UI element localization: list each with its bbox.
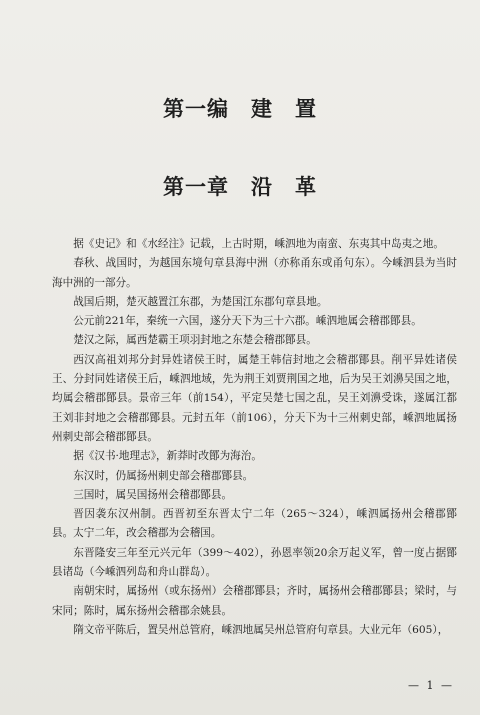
paragraph: 春秋、战国时，为越国东境句章县海中洲（亦称甬东或甬句东）。今嵊泗县为当时海中洲的一部分。 [52, 257, 457, 289]
paragraph: 公元前221年，秦统一六国，遂分天下为三十六郡。嵊泗地属会稽郡鄮县。 [73, 315, 422, 328]
page-number: — 1 — [408, 679, 454, 692]
chapter-title: 第一章 沿 革 [163, 174, 317, 199]
paragraph: 据《史记》和《水经注》记载，上古时期，嵊泗地为南蛮、东夷其中岛夷之地。 [73, 238, 444, 250]
paragraph: 晋因袭东汉州制。西晋初至东晋太宁二年（265～324），嵊泗属扬州会稽郡鄮县。太宁二年，改会稽郡为会稽国。 [52, 508, 457, 540]
paragraph: 东晋隆安三年至元兴元年（399～402），孙恩率领20余万起义军，曾一度占据鄮县诸岛（今嵊泗列岛和舟山群岛）。 [52, 546, 457, 579]
paragraph: 楚汉之际，属西楚霸王项羽封地之东楚会稽郡鄮县。 [73, 334, 317, 347]
paragraph: 南朝宋时，属扬州（或东扬州）会稽郡鄮县；齐时，属扬州会稽郡鄮县；梁时，与宋同；陈时，属东扬州会稽郡余姚县。 [52, 585, 457, 617]
paragraph: 战国后期，楚灭越置江东郡，为楚国江东郡句章县地。 [73, 295, 328, 308]
paragraph: 东汉时，仍属扬州刺史部会稽郡鄮县。 [73, 469, 254, 482]
part-title: 第一编 建 置 [163, 96, 317, 121]
paragraph: 西汉高祖刘邦分封异姓诸侯王时，属楚王韩信封地之会稽郡鄮县。削平异姓诸侯王、分封同姓诸侯王后，嵊泗地域，先为荆王刘贾荆国之地，后为吴王刘濞吴国之地，均属会稽郡鄮县。景帝三年（前154），平定吴楚七国之乱，吴王刘濞受诛，遂属江都王刘非封地之会稽郡鄮县。元封五年（前106），分天下为十三州刺史部，嵊泗地属扬州刺史部会稽郡鄮县。 [52, 353, 457, 443]
paragraph: 隋文帝平陈后，置吴州总管府，嵊泗地属吴州总管府句章县。大业元年（605）， [73, 623, 449, 636]
body-text [52, 235, 457, 640]
paragraph: 据《汉书·地理志》，新莽时改鄮为海治。 [73, 450, 262, 463]
paragraph: 三国时，属吴国扬州会稽郡鄮县。 [73, 488, 233, 501]
